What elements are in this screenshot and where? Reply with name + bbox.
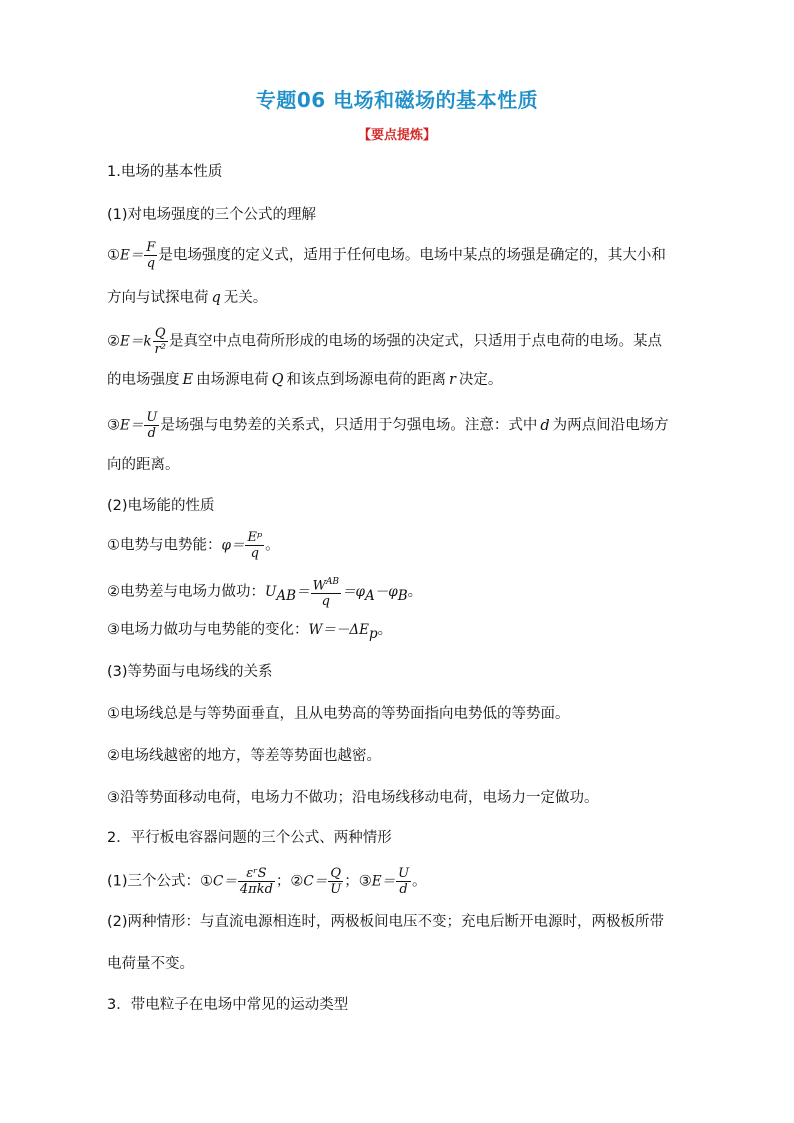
potential-1-label: ①电势与电势能： [107, 537, 222, 554]
capacitor-num-1: εʳS [238, 866, 275, 882]
formula-1-var-q: q [211, 290, 221, 306]
capacitor-label: (1)三个公式：① [107, 873, 214, 890]
potential-2-rhs-sub2: B [397, 588, 408, 605]
potential-1-lhs: φ＝ [221, 537, 245, 554]
capacitor-num-2: Q [328, 866, 343, 882]
potential-2-label: ②电势差与电场力做功： [107, 584, 265, 601]
potential-2-lhs: U [265, 584, 277, 601]
formula-3-line [107, 410, 727, 441]
heading-3: 3．带电粒子在电场中常见的运动类型 [107, 997, 349, 1013]
capacitor-lhs-1: C＝ [213, 873, 237, 890]
potential-1-den: q [250, 546, 259, 561]
potential-2-end: 。 [407, 584, 423, 601]
formula-1-line [107, 240, 727, 271]
heading-1-2: (2)电场能的性质 [107, 498, 215, 514]
potential-3-label: ③电场力做功与电势能的变化： [107, 622, 309, 638]
capacitor-sep-1: ；② [275, 873, 304, 890]
formula-2-prefix: ② [107, 333, 120, 350]
capacitor-den-2: U [330, 882, 342, 897]
section-subtitle: 【要点提炼】 [357, 128, 436, 143]
potential-2-rhs-mid: －φ [374, 584, 398, 601]
potential-2-rhs-sub1: A [365, 588, 375, 605]
formula-2-cont-b: 由场源电荷 [196, 372, 269, 388]
potential-3-formula: W＝－ΔE [308, 622, 369, 638]
capacitor-lhs-2: C＝ [303, 873, 328, 890]
capacitor-cases-line-1: (2)两种情形：与直流电源相连时，两极板间电压不变；充电后断开电源时，两极板所带 [107, 914, 665, 930]
potential-2-den: q [321, 594, 330, 610]
formula-1-den: q [146, 256, 156, 271]
formula-2-cont-d: 决定。 [458, 372, 503, 388]
heading-2: 2．平行板电容器问题的三个公式、两种情形 [107, 830, 392, 846]
potential-1-end: 。 [265, 537, 280, 554]
potential-2-eq: ＝ [296, 584, 310, 601]
formula-1-lhs: E＝ [120, 247, 144, 264]
capacitor-sep-2: ；③ [344, 873, 372, 890]
potential-2-num-sup: AB [325, 577, 340, 587]
formula-3-var-d: d [540, 417, 550, 434]
capacitor-end: 。 [412, 873, 427, 890]
formula-3-prefix: ③ [107, 417, 120, 434]
heading-1-3: (3)等势面与电场线的关系 [107, 664, 273, 680]
formula-3-text-b: 为两点间沿电场方 [552, 417, 669, 434]
potential-2-lhs-sub: AB [276, 588, 297, 605]
formula-2-var-e: E [182, 372, 194, 388]
formula-3-text-a: 是场强与电势差的关系式，只适用于匀强电场。注意：式中 [160, 417, 538, 434]
formula-1-fraction [144, 240, 157, 271]
equipotential-item-3: ③沿等势面移动电荷，电场力不做功；沿电场线移动电荷，电场力一定做功。 [107, 790, 599, 806]
capacitor-fraction-3 [396, 866, 411, 897]
formula-3-cont: 向的距离。 [107, 457, 180, 473]
capacitor-den-1: 4πkd [239, 882, 273, 897]
potential-2-num-w: W [312, 578, 326, 594]
potential-1-line [107, 530, 727, 561]
formula-1-cont-end: 无关。 [223, 290, 268, 306]
formula-1-prefix: ① [107, 247, 120, 264]
potential-2-fraction [311, 575, 342, 609]
potential-1-fraction [245, 530, 264, 561]
potential-2-line [107, 575, 727, 609]
heading-1: 1.电场的基本性质 [107, 164, 223, 180]
formula-2-cont-a: 的电场强度 [107, 372, 180, 388]
equipotential-item-1: ①电场线总是与等势面垂直，且从电势高的等势面指向电势低的等势面。 [107, 706, 570, 722]
capacitor-num-3: U [398, 866, 410, 881]
equipotential-item-2: ②电场线越密的地方，等差等势面也越密。 [107, 748, 381, 764]
capacitor-den-3: d [399, 882, 408, 897]
potential-1-num: Eᵖ [247, 530, 263, 545]
capacitor-cases-line-2: 电荷量不变。 [107, 956, 194, 972]
formula-2-num: Q [153, 326, 168, 342]
potential-2-num [311, 575, 342, 594]
formula-2-cont-c: 和该点到场源电荷的距离 [286, 372, 446, 388]
formula-3-den: d [147, 426, 156, 441]
formula-2-fraction [153, 326, 168, 357]
formula-1-text: 是电场强度的定义式，适用于任何电场。电场中某点的场强是确定的，其大小和 [158, 247, 666, 264]
formula-1-cont [107, 288, 727, 308]
formula-2-line [107, 326, 727, 357]
potential-3-sub: p [368, 625, 378, 642]
formula-3-lhs: E＝ [120, 417, 144, 434]
formula-3-fraction [144, 410, 159, 441]
formula-2-den: r² [154, 342, 166, 357]
potential-3-end: 。 [377, 622, 393, 638]
formula-2-var-q: Q [271, 372, 284, 388]
formula-1-num: F [146, 240, 156, 255]
formula-1-cont-text: 方向与试探电荷 [107, 290, 209, 306]
formula-3-num: U [146, 410, 158, 425]
formula-2-var-r: r [448, 372, 456, 388]
potential-3-line [107, 620, 727, 644]
heading-1-1: (1)对电场强度的三个公式的理解 [107, 207, 317, 223]
page-title: 专题06 电场和磁场的基本性质 [255, 88, 539, 112]
capacitor-formulas-line [107, 866, 727, 897]
capacitor-fraction-2 [328, 866, 343, 897]
formula-2-cont [107, 370, 727, 390]
capacitor-fraction-1 [238, 866, 275, 897]
capacitor-lhs-3: E＝ [371, 873, 396, 890]
formula-2-lhs: E＝k [120, 333, 152, 350]
formula-2-text: 是真空中点电荷所形成的电场的场强的决定式，只适用于点电荷的电场。某点 [168, 333, 662, 350]
potential-2-rhs: ＝φ [342, 584, 366, 601]
